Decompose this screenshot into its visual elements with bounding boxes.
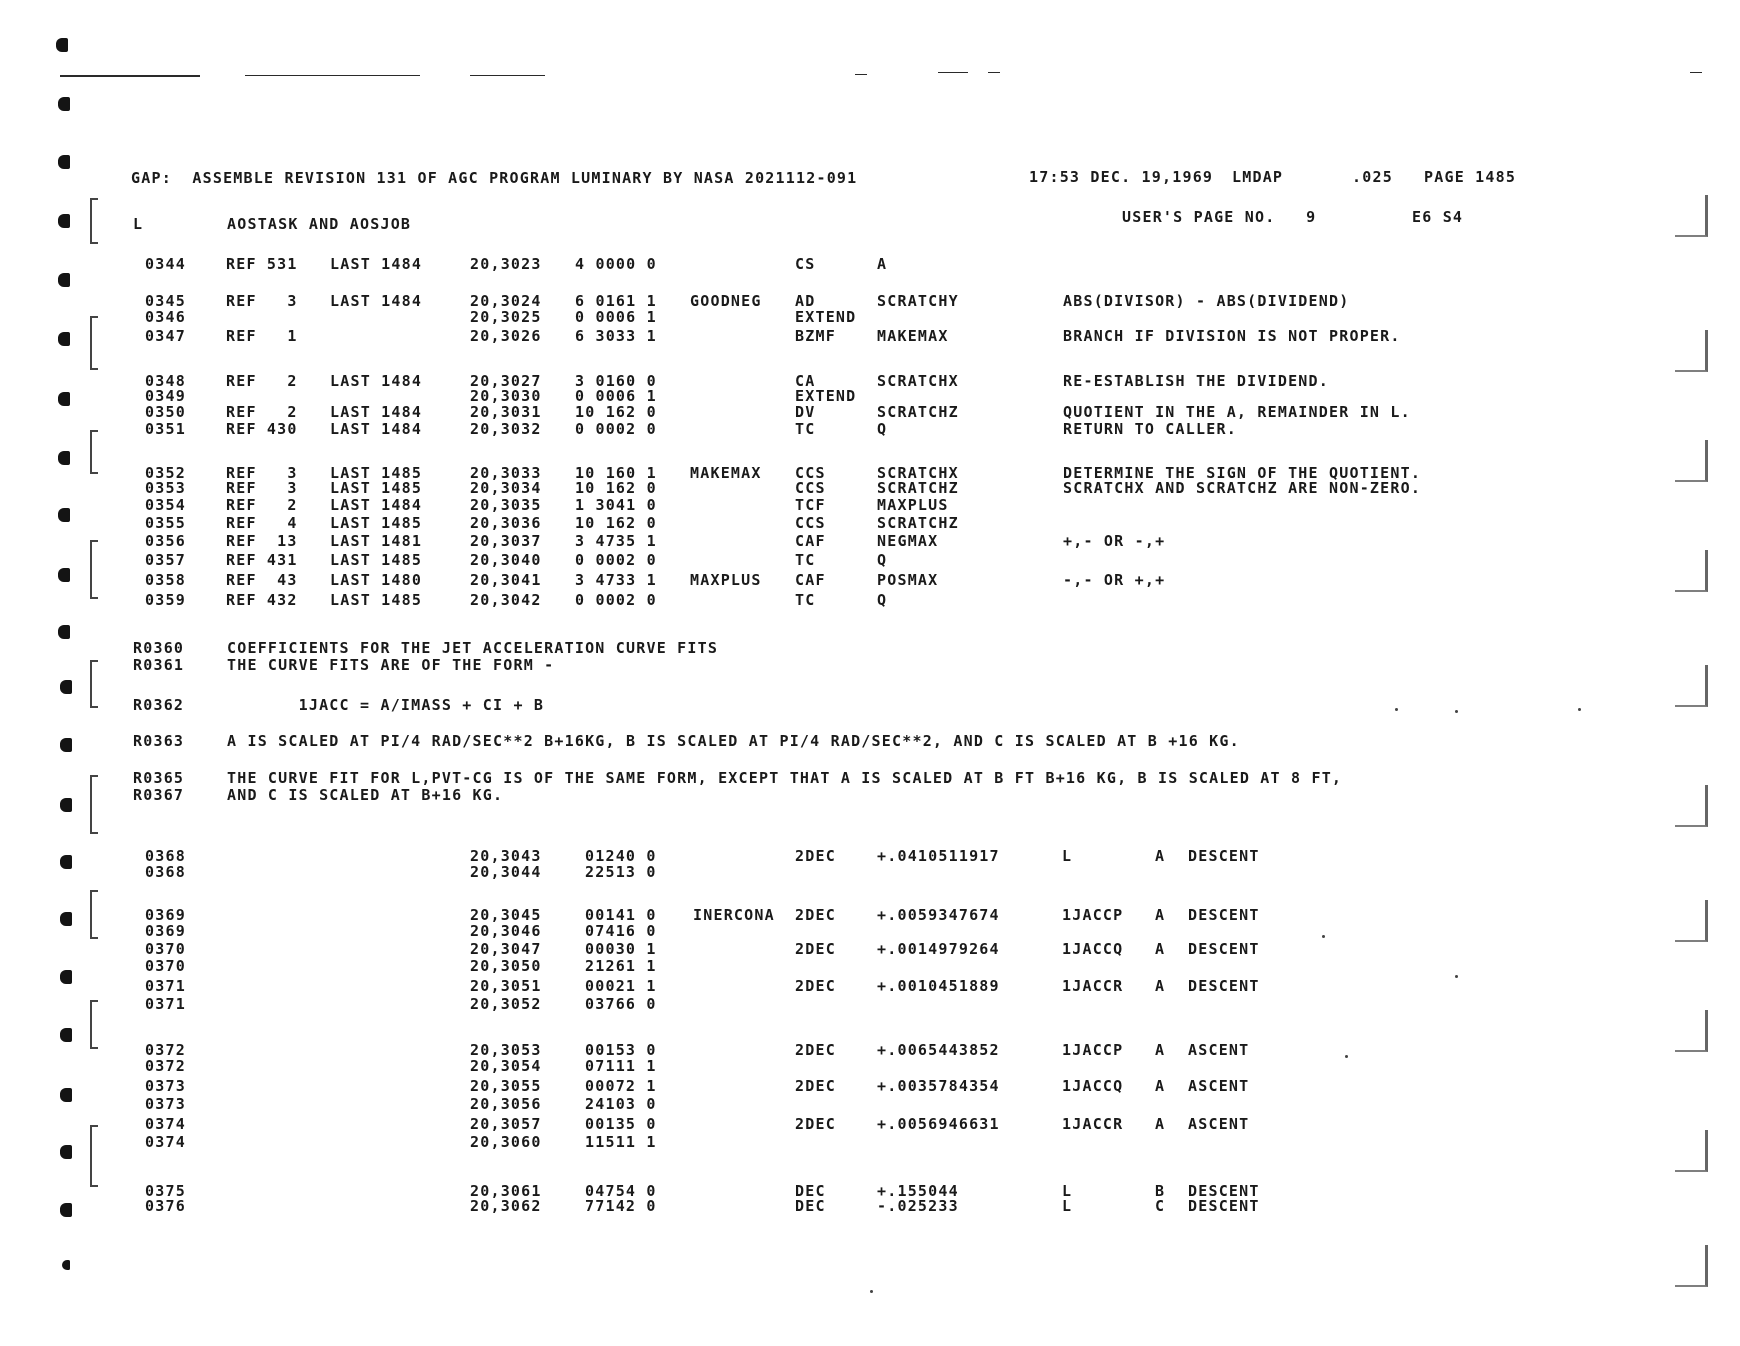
margin-mark (1675, 195, 1708, 237)
binder-hole (58, 451, 70, 465)
octal-word: 3 4733 1 (575, 571, 657, 589)
last-field: LAST 1485 (330, 551, 423, 569)
scan-speck (1455, 975, 1458, 978)
octal-word: 21261 1 (585, 957, 657, 975)
line-number: 0356 (145, 532, 186, 550)
binder-hole (60, 912, 72, 926)
opcode-field: CCS (795, 479, 826, 497)
margin-bracket (90, 198, 98, 244)
opcode-field: TC (795, 420, 816, 438)
line-number: 0372 (145, 1041, 186, 1059)
top-rule (60, 75, 200, 77)
address-field: 20,3030 (470, 387, 542, 405)
address-field: 20,3062 (470, 1197, 542, 1215)
opcode-field: 2DEC (795, 906, 836, 924)
margin-bracket (90, 890, 98, 939)
line-number: 0374 (145, 1115, 186, 1133)
line-number: 0358 (145, 571, 186, 589)
address-field: 20,3055 (470, 1077, 542, 1095)
comment-field: DETERMINE THE SIGN OF THE QUOTIENT. (1063, 464, 1422, 482)
header-page: PAGE 1485 (1424, 168, 1517, 186)
line-number: 0349 (145, 387, 186, 405)
address-field: 20,3050 (470, 957, 542, 975)
line-number: 0374 (145, 1133, 186, 1151)
margin-mark (1675, 330, 1708, 372)
remark-line-number: R0367 (133, 786, 185, 804)
constant-value: +.0065443852 (877, 1041, 1000, 1059)
binder-hole (56, 38, 68, 52)
comment-field: SCRATCHX AND SCRATCHZ ARE NON-ZERO. (1063, 479, 1422, 497)
address-field: 20,3024 (470, 292, 542, 310)
phase-field: DESCENT (1188, 847, 1260, 865)
last-field: LAST 1485 (330, 479, 423, 497)
phase-field: ASCENT (1188, 1041, 1250, 1059)
address-field: 20,3034 (470, 479, 542, 497)
opcode-field: CS (795, 255, 816, 273)
opcode-field: 2DEC (795, 847, 836, 865)
opcode-field: EXTEND (795, 387, 857, 405)
address-field: 20,3051 (470, 977, 542, 995)
address-field: 20,3035 (470, 496, 542, 514)
opcode-field: 2DEC (795, 1115, 836, 1133)
last-field: LAST 1484 (330, 403, 423, 421)
octal-word: 01240 0 (585, 847, 657, 865)
symbol-field: L (1062, 847, 1073, 865)
octal-word: 3 4735 1 (575, 532, 657, 550)
binder-hole (58, 214, 70, 228)
binder-hole (58, 625, 70, 639)
comment-field: -,- OR +,+ (1063, 571, 1166, 589)
address-field: 20,3046 (470, 922, 542, 940)
coefficient-field: A (1155, 906, 1166, 924)
margin-mark (1675, 1245, 1708, 1287)
octal-word: 00072 1 (585, 1077, 657, 1095)
line-number: 0375 (145, 1182, 186, 1200)
ref-field: REF 2 (226, 403, 298, 421)
octal-word: 10 162 0 (575, 403, 657, 421)
phase-field: DESCENT (1188, 906, 1260, 924)
opcode-field: TC (795, 551, 816, 569)
operand-field: Q (877, 591, 888, 609)
opcode-field: CCS (795, 514, 826, 532)
address-field: 20,3023 (470, 255, 542, 273)
margin-mark (1675, 665, 1708, 707)
octal-word: 6 3033 1 (575, 327, 657, 345)
address-field: 20,3040 (470, 551, 542, 569)
opcode-field: CA (795, 372, 816, 390)
subheader-user-page: USER'S PAGE NO. 9 (1122, 208, 1317, 226)
ref-field: REF 1 (226, 327, 298, 345)
octal-word: 22513 0 (585, 863, 657, 881)
line-number: 0370 (145, 957, 186, 975)
line-number: 0359 (145, 591, 186, 609)
phase-field: DESCENT (1188, 1197, 1260, 1215)
top-rule (938, 72, 968, 73)
last-field: LAST 1484 (330, 420, 423, 438)
subheader-marker: L (133, 215, 144, 233)
margin-bracket (90, 660, 98, 708)
symbol-field: 1JACCP (1062, 906, 1124, 924)
line-number: 0373 (145, 1095, 186, 1113)
operand-field: SCRATCHZ (877, 514, 959, 532)
last-field: LAST 1484 (330, 292, 423, 310)
coefficient-field: A (1155, 1041, 1166, 1059)
label-field: MAXPLUS (690, 571, 762, 589)
binder-hole (58, 392, 70, 406)
octal-word: 10 162 0 (575, 479, 657, 497)
opcode-field: 2DEC (795, 977, 836, 995)
phase-field: ASCENT (1188, 1077, 1250, 1095)
address-field: 20,3061 (470, 1182, 542, 1200)
address-field: 20,3047 (470, 940, 542, 958)
binder-hole (58, 508, 70, 522)
line-number: 0348 (145, 372, 186, 390)
comment-field: RETURN TO CALLER. (1063, 420, 1237, 438)
remark-text: COEFFICIENTS FOR THE JET ACCELERATION CURVE FITS (227, 639, 719, 657)
binder-hole (58, 332, 70, 346)
label-field: GOODNEG (690, 292, 762, 310)
phase-field: DESCENT (1188, 1182, 1260, 1200)
opcode-field: CAF (795, 532, 826, 550)
opcode-field: TC (795, 591, 816, 609)
octal-word: 6 0161 1 (575, 292, 657, 310)
address-field: 20,3043 (470, 847, 542, 865)
line-number: 0351 (145, 420, 186, 438)
scan-speck (1395, 708, 1398, 711)
octal-word: 10 162 0 (575, 514, 657, 532)
top-rule (855, 74, 867, 75)
margin-mark (1675, 900, 1708, 942)
constant-value: +.0059347674 (877, 906, 1000, 924)
octal-word: 10 160 1 (575, 464, 657, 482)
scan-speck (1322, 935, 1325, 938)
remark-line-number: R0365 (133, 769, 185, 787)
last-field: LAST 1485 (330, 464, 423, 482)
octal-word: 4 0000 0 (575, 255, 657, 273)
constant-value: +.0056946631 (877, 1115, 1000, 1133)
margin-bracket (90, 430, 98, 474)
margin-bracket (90, 316, 98, 370)
line-number: 0368 (145, 847, 186, 865)
line-number: 0373 (145, 1077, 186, 1095)
octal-word: 07111 1 (585, 1057, 657, 1075)
octal-word: 1 3041 0 (575, 496, 657, 514)
opcode-field: BZMF (795, 327, 836, 345)
last-field: LAST 1484 (330, 372, 423, 390)
margin-bracket (90, 1000, 98, 1049)
binder-hole (60, 1028, 72, 1042)
line-number: 0376 (145, 1197, 186, 1215)
octal-word: 11511 1 (585, 1133, 657, 1151)
remark-text: 1JACC = A/IMASS + CI + B (227, 696, 545, 714)
header-title: GAP: ASSEMBLE REVISION 131 OF AGC PROGRAM LUMINARY BY NASA 2021112-091 (131, 169, 858, 187)
binder-hole (58, 273, 70, 287)
octal-word: 0 0006 1 (575, 387, 657, 405)
ref-field: REF 3 (226, 292, 298, 310)
opcode-field: 2DEC (795, 1077, 836, 1095)
coefficient-field: A (1155, 1077, 1166, 1095)
line-number: 0347 (145, 327, 186, 345)
address-field: 20,3045 (470, 906, 542, 924)
coefficient-field: B (1155, 1182, 1166, 1200)
last-field: LAST 1480 (330, 571, 423, 589)
top-rule (470, 75, 545, 76)
address-field: 20,3056 (470, 1095, 542, 1113)
margin-bracket (90, 775, 98, 834)
address-field: 20,3052 (470, 995, 542, 1013)
symbol-field: 1JACCR (1062, 977, 1124, 995)
phase-field: DESCENT (1188, 940, 1260, 958)
top-rule (245, 75, 420, 76)
octal-word: 0 0006 1 (575, 308, 657, 326)
line-number: 0354 (145, 496, 186, 514)
ref-field: REF 431 (226, 551, 298, 569)
constant-value: +.0014979264 (877, 940, 1000, 958)
octal-word: 0 0002 0 (575, 551, 657, 569)
address-field: 20,3057 (470, 1115, 542, 1133)
line-number: 0371 (145, 995, 186, 1013)
opcode-field: TCF (795, 496, 826, 514)
line-number: 0352 (145, 464, 186, 482)
ref-field: REF 3 (226, 464, 298, 482)
opcode-field: CAF (795, 571, 826, 589)
address-field: 20,3054 (470, 1057, 542, 1075)
line-number: 0355 (145, 514, 186, 532)
operand-field: SCRATCHZ (877, 403, 959, 421)
line-number: 0353 (145, 479, 186, 497)
operand-field: POSMAX (877, 571, 939, 589)
octal-word: 04754 0 (585, 1182, 657, 1200)
header-timestamp: 17:53 DEC. 19,1969 (1029, 168, 1214, 186)
constant-value: +.0035784354 (877, 1077, 1000, 1095)
address-field: 20,3037 (470, 532, 542, 550)
comment-field: ABS(DIVISOR) - ABS(DIVIDEND) (1063, 292, 1350, 310)
symbol-field: 1JACCQ (1062, 1077, 1124, 1095)
margin-bracket (90, 540, 98, 599)
opcode-field: EXTEND (795, 308, 857, 326)
octal-word: 00141 0 (585, 906, 657, 924)
binder-hole (60, 855, 72, 869)
margin-mark (1675, 785, 1708, 827)
ref-field: REF 432 (226, 591, 298, 609)
address-field: 20,3031 (470, 403, 542, 421)
constant-value: +.0010451889 (877, 977, 1000, 995)
operand-field: NEGMAX (877, 532, 939, 550)
line-number: 0350 (145, 403, 186, 421)
address-field: 20,3032 (470, 420, 542, 438)
opcode-field: 2DEC (795, 940, 836, 958)
opcode-field: DEC (795, 1197, 826, 1215)
address-field: 20,3036 (470, 514, 542, 532)
ref-field: REF 2 (226, 372, 298, 390)
operand-field: MAKEMAX (877, 327, 949, 345)
symbol-field: L (1062, 1182, 1073, 1200)
comment-field: +,- OR -,+ (1063, 532, 1166, 550)
margin-mark (1675, 440, 1708, 482)
line-number: 0368 (145, 863, 186, 881)
last-field: LAST 1485 (330, 591, 423, 609)
remark-text: A IS SCALED AT PI/4 RAD/SEC**2 B+16KG, B IS SCALED AT PI/4 RAD/SEC**2, AND C IS SCALED AT B +16 KG. (227, 732, 1240, 750)
line-number: 0370 (145, 940, 186, 958)
phase-field: DESCENT (1188, 977, 1260, 995)
margin-mark (1675, 550, 1708, 592)
symbol-field: 1JACCR (1062, 1115, 1124, 1133)
last-field: LAST 1481 (330, 532, 423, 550)
line-number: 0344 (145, 255, 186, 273)
octal-word: 3 0160 0 (575, 372, 657, 390)
coefficient-field: A (1155, 1115, 1166, 1133)
line-number: 0371 (145, 977, 186, 995)
coefficient-field: C (1155, 1197, 1166, 1215)
last-field: LAST 1484 (330, 496, 423, 514)
remark-line-number: R0362 (133, 696, 185, 714)
scan-speck (1578, 708, 1581, 711)
constant-value: -.025233 (877, 1197, 959, 1215)
remark-text: THE CURVE FITS ARE OF THE FORM - (227, 656, 555, 674)
address-field: 20,3027 (470, 372, 542, 390)
opcode-field: 2DEC (795, 1041, 836, 1059)
binder-hole (62, 1260, 70, 1270)
binder-hole (60, 798, 72, 812)
ref-field: REF 4 (226, 514, 298, 532)
octal-word: 00021 1 (585, 977, 657, 995)
remark-line-number: R0363 (133, 732, 185, 750)
remark-line-number: R0360 (133, 639, 185, 657)
octal-word: 0 0002 0 (575, 420, 657, 438)
remark-text: AND C IS SCALED AT B+16 KG. (227, 786, 504, 804)
scan-speck (1345, 1055, 1348, 1058)
margin-bracket (90, 1125, 98, 1187)
binder-hole (60, 1203, 72, 1217)
opcode-field: AD (795, 292, 816, 310)
label-field: MAKEMAX (690, 464, 762, 482)
line-number: 0369 (145, 906, 186, 924)
comment-field: BRANCH IF DIVISION IS NOT PROPER. (1063, 327, 1401, 345)
address-field: 20,3042 (470, 591, 542, 609)
coefficient-field: A (1155, 847, 1166, 865)
ref-field: REF 43 (226, 571, 298, 589)
binder-hole (58, 155, 70, 169)
symbol-field: L (1062, 1197, 1073, 1215)
margin-mark (1675, 1010, 1708, 1052)
operand-field: SCRATCHX (877, 372, 959, 390)
remark-line-number: R0361 (133, 656, 185, 674)
octal-word: 00153 0 (585, 1041, 657, 1059)
binder-hole (58, 97, 70, 111)
address-field: 20,3041 (470, 571, 542, 589)
octal-word: 0 0002 0 (575, 591, 657, 609)
ref-field: REF 430 (226, 420, 298, 438)
address-field: 20,3026 (470, 327, 542, 345)
operand-field: MAXPLUS (877, 496, 949, 514)
line-number: 0357 (145, 551, 186, 569)
binder-hole (60, 738, 72, 752)
header-code: .025 (1352, 168, 1393, 186)
header-user: LMDAP (1232, 168, 1284, 186)
constant-value: +.0410511917 (877, 847, 1000, 865)
remark-text: THE CURVE FIT FOR L,PVT-CG IS OF THE SAME FORM, EXCEPT THAT A IS SCALED AT B FT B+16 KG, B IS SCALED AT 8 FT, (227, 769, 1343, 787)
binder-hole (58, 568, 70, 582)
operand-field: A (877, 255, 888, 273)
operand-field: SCRATCHX (877, 464, 959, 482)
opcode-field: DEC (795, 1182, 826, 1200)
octal-word: 03766 0 (585, 995, 657, 1013)
coefficient-field: A (1155, 940, 1166, 958)
line-number: 0346 (145, 308, 186, 326)
operand-field: SCRATCHZ (877, 479, 959, 497)
address-field: 20,3044 (470, 863, 542, 881)
constant-value: +.155044 (877, 1182, 959, 1200)
address-field: 20,3060 (470, 1133, 542, 1151)
binder-hole (60, 1145, 72, 1159)
margin-mark (1675, 1130, 1708, 1172)
binder-hole (60, 680, 72, 694)
top-rule (988, 72, 1000, 73)
symbol-field: 1JACCP (1062, 1041, 1124, 1059)
operand-field: Q (877, 551, 888, 569)
subheader-section: AOSTASK AND AOSJOB (227, 215, 412, 233)
address-field: 20,3025 (470, 308, 542, 326)
line-number: 0345 (145, 292, 186, 310)
scan-speck (1455, 710, 1458, 713)
octal-word: 77142 0 (585, 1197, 657, 1215)
ref-field: REF 2 (226, 496, 298, 514)
line-number: 0369 (145, 922, 186, 940)
ref-field: REF 3 (226, 479, 298, 497)
subheader-code: E6 S4 (1412, 208, 1464, 226)
operand-field: Q (877, 420, 888, 438)
symbol-field: 1JACCQ (1062, 940, 1124, 958)
last-field: LAST 1485 (330, 514, 423, 532)
operand-field: SCRATCHY (877, 292, 959, 310)
octal-word: 00030 1 (585, 940, 657, 958)
top-rule (1690, 72, 1702, 73)
ref-field: REF 531 (226, 255, 298, 273)
label-field: INERCONA (693, 906, 775, 924)
octal-word: 07416 0 (585, 922, 657, 940)
octal-word: 24103 0 (585, 1095, 657, 1113)
opcode-field: CCS (795, 464, 826, 482)
ref-field: REF 13 (226, 532, 298, 550)
binder-hole (60, 970, 72, 984)
opcode-field: DV (795, 403, 816, 421)
phase-field: ASCENT (1188, 1115, 1250, 1133)
address-field: 20,3053 (470, 1041, 542, 1059)
coefficient-field: A (1155, 977, 1166, 995)
comment-field: QUOTIENT IN THE A, REMAINDER IN L. (1063, 403, 1411, 421)
octal-word: 00135 0 (585, 1115, 657, 1133)
binder-hole (60, 1088, 72, 1102)
scan-speck (870, 1290, 873, 1293)
line-number: 0372 (145, 1057, 186, 1075)
address-field: 20,3033 (470, 464, 542, 482)
comment-field: RE-ESTABLISH THE DIVIDEND. (1063, 372, 1329, 390)
last-field: LAST 1484 (330, 255, 423, 273)
